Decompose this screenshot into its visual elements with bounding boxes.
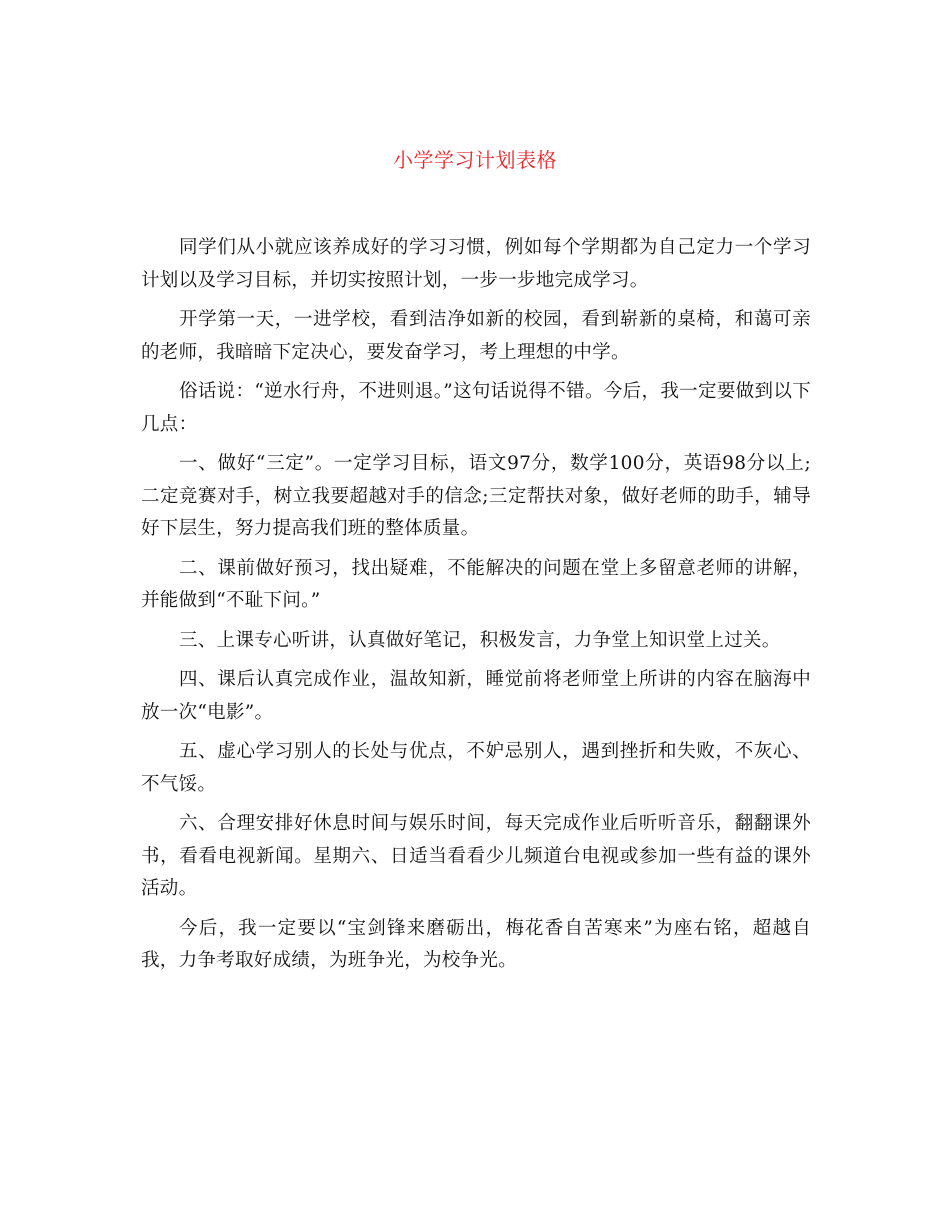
paragraph-8: 五、虚心学习别人的长处与优点，不妒忌别人，遇到挫折和失败，不灰心、不气馁。 xyxy=(141,741,811,795)
paragraph-7: 四、课后认真完成作业，温故知新，睡觉前将老师堂上所讲的内容在脑海中放一次“电影”。 xyxy=(141,669,811,723)
paragraph-10: 今后，我一定要以“宝剑锋来磨砺出，梅花香自苦寒来”为座右铭，超越自我，力争考取好成绩，为班争光，为校争光。 xyxy=(141,917,811,971)
paragraph-1: 同学们从小就应该养成好的学习习惯，例如每个学期都为自己定力一个学习计划以及学习目标，并切实按照计划，一步一步地完成学习。 xyxy=(141,237,811,291)
paragraph-5: 二、课前做好预习，找出疑难，不能解决的问题在堂上多留意老师的讲解，并能做到“不耻下问。” xyxy=(141,557,811,611)
document-body xyxy=(141,232,811,985)
paragraph-9: 六、合理安排好休息时间与娱乐时间，每天完成作业后听听音乐，翻翻课外书，看看电视新闻。星期六、日适当看看少儿频道台电视或参加一些有益的课外活动。 xyxy=(141,813,811,899)
paragraph-6: 三、上课专心听讲，认真做好笔记，积极发言，力争堂上知识堂上过关。 xyxy=(179,629,781,651)
paragraph-4: 一、做好“三定”。一定学习目标，语文97分，数学100分，英语98分以上;二定竞赛对手，树立我要超越对手的信念;三定帮扶对象，做好老师的助手，辅导好下层生，努力提高我们班的整体质量。 xyxy=(141,453,811,539)
paragraph-2: 开学第一天，一进学校，看到洁净如新的校园，看到崭新的桌椅，和蔼可亲的老师，我暗暗下定决心，要发奋学习，考上理想的中学。 xyxy=(141,309,811,363)
document-title: 小学学习计划表格 xyxy=(393,148,557,172)
paragraph-3: 俗话说：“逆水行舟，不进则退。”这句话说得不错。今后，我一定要做到以下几点： xyxy=(141,381,811,435)
